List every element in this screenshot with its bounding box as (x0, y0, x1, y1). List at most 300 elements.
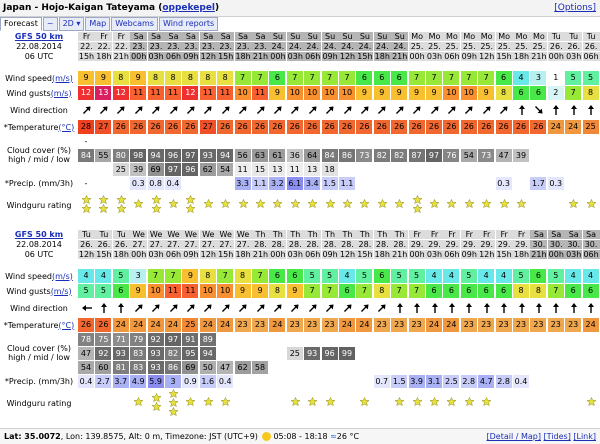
wind-speed-cell: 4 (583, 269, 600, 283)
temperature-cell: 26 (252, 120, 269, 134)
cloud-low-cell (513, 163, 530, 176)
wind-speed-cell: 5 (304, 269, 321, 283)
wind-speed-cell: 4 (513, 71, 530, 85)
temperature-cell: 26 (182, 120, 199, 134)
wind-gusts-cell: 11 (182, 284, 199, 298)
temperature-cell: 26 (322, 120, 339, 134)
precip-cell (548, 375, 565, 388)
wind-speed-cell: 4 (339, 269, 356, 283)
cloud-mid-cell (478, 347, 495, 360)
header-hours-cell: 18h (513, 250, 530, 259)
header-dates-cell: 22. (78, 42, 95, 51)
header-hours-cell: 21h (531, 250, 547, 259)
rating-cell (182, 195, 199, 223)
header-dates-cell: 23. (165, 42, 182, 51)
cloud-high-cell (583, 333, 600, 346)
header-hours-cell: 18h (96, 52, 112, 61)
header-hours-cell: 03h (426, 52, 443, 61)
temperature-cell: 26 (304, 120, 321, 134)
header-hours-cell: 21h (252, 250, 269, 259)
precip-cell: 0.3 (130, 177, 147, 190)
precip-cell: 3.2 (269, 177, 286, 190)
wind-arrow-icon (182, 299, 199, 317)
cloud-high-cell (113, 135, 130, 148)
star-icon (481, 397, 492, 406)
cloud-low-cell (356, 361, 373, 374)
precip-cell (530, 375, 547, 388)
wind-gusts-cell: 6 (113, 284, 130, 298)
header-days-cell: Tu (548, 32, 565, 41)
header-dates-cell: 23. (182, 42, 199, 51)
star-icon (151, 204, 162, 213)
wind-arrow-icon (374, 101, 391, 119)
star-icon (255, 199, 266, 208)
header-dates-cell: 28. (269, 240, 286, 249)
wind-arrow-icon (95, 299, 112, 317)
header-days-cell: Fr (461, 230, 478, 239)
wind-gusts-cell: 11 (217, 86, 234, 100)
header-hours-cell: 03h (287, 250, 303, 259)
header-hours-cell: 21h (113, 52, 129, 61)
cloud-low-cell: 11 (287, 163, 304, 176)
cloud-mid-cell (513, 347, 530, 360)
wind-arrow-icon (565, 101, 582, 119)
star-icon (464, 199, 475, 208)
unit-link[interactable]: (m/s) (51, 73, 73, 83)
precip-cell: 1.5 (391, 375, 408, 388)
header-hours-cell: 15h (357, 52, 373, 61)
tab-0[interactable]: Forecast (0, 17, 42, 31)
link-link[interactable]: [Link] (573, 432, 596, 441)
header-dates-cell: 25. (496, 42, 513, 51)
wind-gusts-cell: 12 (78, 86, 95, 100)
header-dates-cell: 24. (287, 42, 304, 51)
temperature-cell: 24 (443, 318, 460, 332)
cloud-low-cell (565, 163, 582, 176)
temperature-cell: 26 (356, 120, 373, 134)
cloud-high-cell (356, 333, 373, 346)
wind-gusts-cell: 7 (409, 284, 426, 298)
wind-speed-cell: 7 (217, 269, 234, 283)
temperature-cell: 25 (182, 318, 199, 332)
cloud-low-cell (287, 361, 304, 374)
cloud-high-cell (461, 135, 478, 148)
cloud-high-cell: 91 (182, 333, 199, 346)
model-link[interactable]: GFS 50 km (14, 230, 64, 239)
wind-gusts-cell: 11 (165, 284, 182, 298)
temperature-cell: 26 (426, 120, 443, 134)
header-dates-cell: 26. (565, 42, 582, 51)
cloud-high-cell (530, 333, 547, 346)
wind-speed-cell: 8 (235, 269, 252, 283)
precip-cell (339, 375, 356, 388)
wind-gusts-cell: 12 (182, 86, 199, 100)
rating-cell (374, 199, 391, 227)
wind-gusts-cell: 2 (548, 86, 565, 100)
temperature-cell: 26 (461, 120, 478, 134)
rating-cell (165, 199, 182, 227)
tab-1[interactable]: ~ (43, 17, 58, 31)
temperature-cell: 24 (130, 318, 147, 332)
temperature-cell: 26 (78, 318, 95, 332)
header-days-cell: We (130, 230, 147, 239)
precip-cell: 0.3 (548, 177, 565, 190)
wind-speed-cell: 7 (426, 71, 443, 85)
wind-gusts-cell: 6 (478, 284, 495, 298)
cloud-mid-cell: 84 (78, 149, 95, 162)
header-dates-cell: 23. (252, 42, 269, 51)
header-days-cell: Sa (148, 32, 165, 41)
header-dates-cell: 23. (235, 42, 252, 51)
rating-cell (339, 199, 356, 227)
cloud-high-cell (426, 333, 443, 346)
wind-gusts-cell: 10 (148, 284, 165, 298)
wind-speed-cell: 5 (322, 269, 339, 283)
rating-cell (548, 401, 565, 429)
header-hours-cell: 12h (339, 52, 356, 61)
wind-gusts-cell: 7 (565, 86, 582, 100)
cloud-low-cell: 54 (78, 361, 95, 374)
cloud-high-cell (530, 135, 547, 148)
wind-speed-cell: 7 (409, 71, 426, 85)
cloud-mid-cell (583, 149, 600, 162)
options-link[interactable]: [Options] (554, 3, 596, 13)
wind-gusts-cell: 7 (304, 284, 321, 298)
label-text: Cloud cover (%) (6, 344, 72, 353)
wind-arrow-icon (513, 299, 530, 317)
wind-gusts-cell: 7 (356, 284, 373, 298)
wind-speed-cell: 8 (148, 71, 165, 85)
temperature-cell: 23 (565, 318, 582, 332)
star-icon (168, 199, 179, 208)
header-days-cell: Su (287, 32, 304, 41)
cloud-mid-cell: 80 (113, 149, 130, 162)
rating-cell (235, 401, 252, 429)
header-hours-cell: 15h (496, 250, 512, 259)
wind-gusts-cell: 10 (322, 86, 339, 100)
header-dates-cell: 23. (200, 42, 217, 51)
cloud-low-cell: 96 (182, 163, 199, 176)
cloud-low-cell: 81 (113, 361, 130, 374)
wind-gusts-cell: 5 (95, 284, 112, 298)
wind-arrow-icon (356, 299, 373, 317)
wind-arrow-icon (565, 299, 582, 317)
header-hours-cell: 18h (513, 52, 530, 61)
rating-cell (548, 203, 565, 231)
cloud-high-cell (130, 135, 147, 148)
cloud-high-cell: 97 (165, 333, 182, 346)
header-hours-cell: 09h (183, 52, 199, 61)
wind-gusts-cell: 9 (252, 284, 269, 298)
rating-cell (339, 401, 356, 429)
row-label-wind_gusts (0, 86, 78, 100)
header-dates-cell: 29. (496, 240, 513, 249)
precip-cell (391, 177, 408, 190)
wind-arrow-icon (548, 101, 565, 119)
star-icon (325, 199, 336, 208)
wind-speed-cell: 4 (496, 269, 513, 283)
wind-arrow-icon (461, 101, 478, 119)
header-hours-cell: 06h (305, 52, 321, 61)
temperature-cell: 25 (583, 120, 600, 134)
cloud-low-cell (95, 163, 112, 176)
header-dates-cell: 28. (287, 240, 304, 249)
unit-link[interactable]: (°C) (58, 122, 75, 132)
header-days-cell: Sa (200, 32, 217, 41)
row-label-wind_dir (0, 101, 78, 119)
header-hours-cell: 03h (426, 250, 443, 259)
wind-arrow-icon (391, 299, 408, 317)
temperature-cell: 26 (95, 318, 112, 332)
star-icon (98, 195, 109, 204)
cloud-high-cell (165, 135, 182, 148)
precip-cell: 5.9 (148, 375, 165, 388)
location-info: Lat: 35.0072, Lon: 139.8575, Alt: 0 m, Timezone: JST (UTC+9) 05:08 - 18:18 ≈26 °C (4, 432, 360, 441)
cloud-low-cell: 86 (165, 361, 182, 374)
tab-4[interactable]: Webcams (111, 17, 158, 31)
header-dates-cell: 25. (426, 42, 443, 51)
wind-arrow-icon (78, 101, 95, 119)
rating-cell (443, 397, 460, 425)
cloud-mid-cell (565, 149, 582, 162)
precip-cell: 0.4 (217, 375, 234, 388)
temperature-cell: 26 (269, 120, 286, 134)
star-icon (412, 397, 423, 406)
rating-cell (78, 401, 95, 429)
cloud-high-cell (409, 333, 426, 346)
header-days-cell: We (148, 230, 165, 239)
temperature-cell: 23 (322, 318, 339, 332)
cloud-mid-cell: 94 (148, 149, 165, 162)
cloud-low-cell: 54 (217, 163, 234, 176)
header-dates-cell: 26. (95, 240, 112, 249)
wind-gusts-cell: 9 (426, 86, 443, 100)
rating-cell (235, 199, 252, 227)
cloud-high-cell (235, 135, 252, 148)
cloud-high-cell (478, 135, 495, 148)
unit-link[interactable]: (m/s) (51, 271, 73, 281)
header-hours-cell: 00h (548, 250, 564, 259)
wind-gusts-cell: 11 (165, 86, 182, 100)
star-icon (568, 199, 579, 208)
cloud-low-cell: 58 (252, 361, 269, 374)
wind-arrow-icon (252, 299, 269, 317)
tab-5[interactable]: Wind reports (159, 17, 218, 31)
rating-cell (513, 199, 530, 227)
temperature-cell: 24 (165, 318, 182, 332)
sun-times: 05:08 - 18:18 (273, 432, 328, 441)
wind-gusts-cell: 8 (583, 86, 600, 100)
label-text: *Precip. (mm/3h) (4, 377, 74, 386)
temperature-cell: 26 (130, 120, 147, 134)
cloud-high-cell (339, 333, 356, 346)
cloud-mid-cell: 82 (391, 149, 408, 162)
precip-cell (235, 375, 252, 388)
cloud-low-cell (496, 361, 513, 374)
wind-gusts-cell: 10 (443, 86, 460, 100)
spot-name: Japan - Hojo-Kaigan Tateyama (3, 3, 156, 13)
header-dates-cell: 28. (322, 240, 339, 249)
wind-speed-cell: 7 (304, 71, 321, 85)
cloud-low-cell (322, 361, 339, 374)
precip-cell: 6.1 (287, 177, 304, 190)
rating-cell (583, 199, 600, 227)
label-text: *Temperature (3, 320, 59, 330)
wind-gusts-cell: 10 (200, 284, 217, 298)
header-dates-cell: 28. (391, 240, 408, 249)
precip-cell (200, 177, 217, 190)
cloud-high-cell: 78 (78, 333, 95, 346)
header-dates-cell: 27. (217, 240, 234, 249)
wind-speed-cell: 4 (426, 269, 443, 283)
temperature-cell: 23 (461, 318, 478, 332)
precip-cell (583, 375, 600, 388)
wind-gusts-cell: 11 (148, 86, 165, 100)
cloud-mid-cell: 93 (113, 347, 130, 360)
star-icon (325, 397, 336, 406)
header-hours-cell: 18h (235, 52, 251, 61)
temperature-cell: 24 (565, 120, 582, 134)
cloud-low-cell: 13 (269, 163, 286, 176)
header-dates-cell: 29. (461, 240, 478, 249)
cloud-low-cell: 39 (130, 163, 147, 176)
temperature-cell: 23 (287, 318, 304, 332)
precip-cell: 0.7 (374, 375, 391, 388)
header-dates-cell: 26. (78, 240, 95, 249)
star-icon (151, 402, 162, 411)
cloud-low-cell (478, 163, 495, 176)
precip-cell: 4.9 (130, 375, 147, 388)
wind-arrow-icon (200, 101, 217, 119)
header-days-cell: Fr (496, 230, 513, 239)
cloud-high-cell (287, 333, 304, 346)
header-hours-cell: 00h (270, 52, 286, 61)
precip-cell (356, 177, 373, 190)
row-label-precip (0, 177, 78, 190)
wind-gusts-cell: 8 (269, 284, 286, 298)
precip-cell: 0.3 (496, 177, 513, 190)
header-hours-cell: 06h (583, 250, 599, 259)
wind-arrow-icon (583, 101, 600, 119)
cloud-high-cell (513, 333, 530, 346)
wind-speed-cell: 6 (530, 269, 547, 283)
cloud-mid-cell: 82 (374, 149, 391, 162)
cloud-mid-cell: 54 (461, 149, 478, 162)
header-days-cell: We (200, 230, 217, 239)
header-dates-cell: 30. (565, 240, 582, 249)
star-icon (133, 397, 144, 406)
rating-cell (356, 199, 373, 227)
lon: Lon: 139.8575 (65, 432, 124, 441)
cloud-low-cell (548, 163, 565, 176)
lat: Lat: 35.0072 (4, 432, 61, 441)
rating-cell (461, 199, 478, 227)
header-hours-cell: 12h (479, 52, 495, 61)
header-dates-cell: 28. (339, 240, 356, 249)
wind-gusts-cell: 10 (235, 86, 252, 100)
temperature-cell: 23 (478, 318, 495, 332)
wind-speed-cell: 7 (287, 71, 304, 85)
cloud-high-cell (322, 333, 339, 346)
cloud-high-cell (426, 135, 443, 148)
wind-gusts-cell: 9 (409, 86, 426, 100)
user-link[interactable]: oppekepel (162, 3, 216, 13)
header-dates-cell: 28. (304, 240, 321, 249)
tab-3[interactable]: Map (85, 17, 110, 31)
wind-speed-cell: 5 (565, 71, 582, 85)
wind-gusts-cell: 10 (339, 86, 356, 100)
cloud-mid-cell: 76 (443, 149, 460, 162)
unit-link[interactable]: (°C) (58, 320, 75, 330)
header-days-cell: Su (322, 32, 339, 41)
wind-gusts-cell: 6 (339, 284, 356, 298)
unit-link[interactable]: (m/s) (50, 88, 72, 98)
wind-arrow-icon (356, 101, 373, 119)
cloud-mid-cell (565, 347, 582, 360)
cloud-mid-cell: 73 (356, 149, 373, 162)
cloud-mid-cell: 96 (165, 149, 182, 162)
temperature-cell: 23 (530, 318, 547, 332)
label-text: Wind speed (5, 271, 52, 281)
tab-2[interactable]: 2D ▾ (59, 17, 85, 31)
star-icon (429, 199, 440, 208)
header-hours-cell: 21h (392, 52, 408, 61)
wind-speed-cell: 3 (130, 269, 147, 283)
rating-cell (95, 195, 112, 223)
cloud-high-cell (374, 333, 391, 346)
wind-arrow-icon (113, 101, 130, 119)
wind-arrow-icon (391, 101, 408, 119)
wind-speed-cell: 5 (583, 71, 600, 85)
wind-speed-cell: 5 (513, 269, 530, 283)
tides-link[interactable]: [Tides] (543, 432, 571, 441)
cloud-mid-cell (235, 347, 252, 360)
wind-speed-cell: 5 (409, 269, 426, 283)
row-label-temperature (0, 120, 78, 134)
wind-arrow-icon (182, 101, 199, 119)
cloud-mid-cell: 73 (478, 149, 495, 162)
model-link[interactable]: GFS 50 km (14, 32, 64, 41)
header-days-cell: Mo (426, 32, 443, 41)
header-hours-cell: 12h (78, 250, 95, 259)
precip-cell: 2.7 (95, 375, 112, 388)
temperature-cell: 26 (391, 120, 408, 134)
star-icon (464, 397, 475, 406)
wind-arrow-icon (426, 299, 443, 317)
cloud-high-cell (391, 135, 408, 148)
cloud-high-cell (287, 135, 304, 148)
header-days-cell: Sa (530, 230, 547, 239)
wind-arrow-icon (548, 299, 565, 317)
cloud-low-cell: 62 (200, 163, 217, 176)
header-days-cell: Th (252, 230, 269, 239)
cloud-mid-cell (217, 347, 234, 360)
rating-cell (78, 195, 95, 223)
wind-speed-cell: 6 (496, 71, 513, 85)
precip-cell: 2.8 (496, 375, 513, 388)
cloud-low-cell: 15 (252, 163, 269, 176)
header-dates-cell: 24. (269, 42, 286, 51)
wind-speed-cell: 7 (252, 269, 269, 283)
unit-link[interactable]: (m/s) (50, 286, 72, 296)
detail-map-link[interactable]: [Detail / Map] (486, 432, 541, 441)
wind-speed-cell: 4 (78, 269, 95, 283)
rating-cell (200, 199, 217, 227)
cloud-mid-cell: 39 (513, 149, 530, 162)
cloud-high-cell (252, 333, 269, 346)
header-dates-cell: 30. (548, 240, 565, 249)
header-hours-cell: 00h (270, 250, 286, 259)
